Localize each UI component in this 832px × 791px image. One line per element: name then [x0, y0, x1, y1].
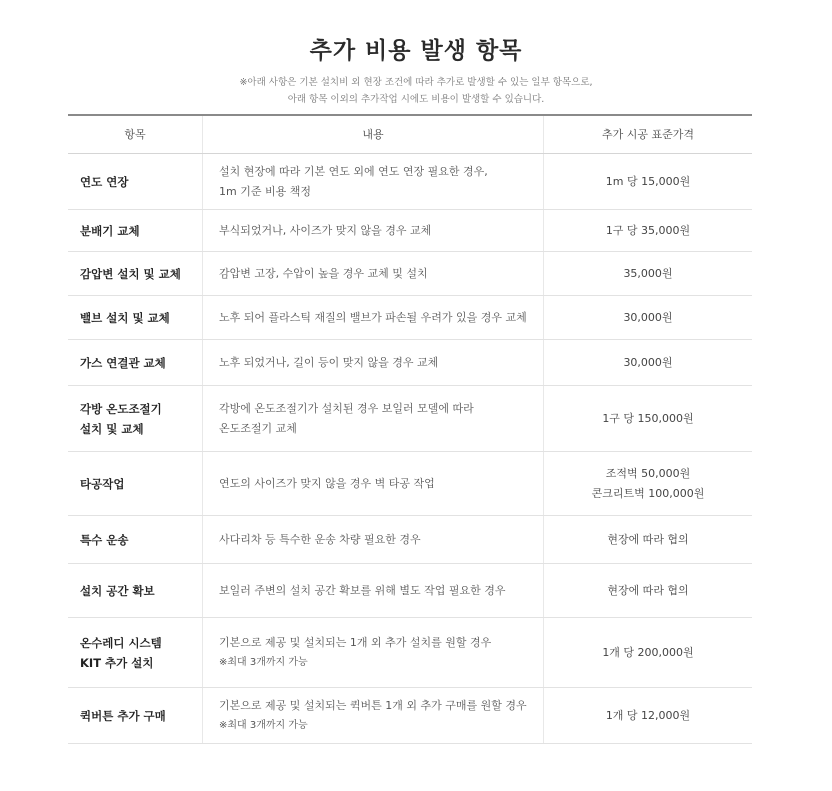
row-content-line: ※최대 3개까지 가능	[219, 719, 308, 731]
table-row	[68, 516, 752, 564]
row-price-line: 현장에 따라 협의	[607, 532, 689, 546]
row-item	[68, 516, 202, 563]
row-item	[68, 386, 202, 451]
row-item-line: 온수레디 시스템	[80, 635, 162, 650]
row-item-line: 분배기 교체	[80, 223, 140, 238]
row-price	[544, 452, 752, 515]
row-price	[544, 296, 752, 339]
row-item	[68, 154, 202, 209]
table-row	[68, 210, 752, 252]
row-price	[544, 386, 752, 451]
row-content-line: 사다리차 등 특수한 운송 차량 필요한 경우	[219, 532, 421, 546]
row-price	[544, 154, 752, 209]
row-price-line: 콘크리트벽 100,000원	[591, 486, 705, 500]
row-content	[202, 154, 544, 209]
row-content-line: 기본으로 제공 및 설치되는 1개 외 추가 설치를 원할 경우	[219, 635, 492, 649]
row-content	[202, 688, 544, 743]
row-content	[202, 296, 544, 339]
row-content	[202, 564, 544, 617]
table-row	[68, 452, 752, 516]
row-content-line: 노후 되었거나, 길이 등이 맞지 않을 경우 교체	[219, 355, 439, 369]
row-content-line: 보일러 주변의 설치 공간 확보를 위해 별도 작업 필요한 경우	[219, 583, 506, 597]
row-item-line: 특수 운송	[80, 532, 129, 547]
row-price-line: 1구 당 35,000원	[605, 223, 691, 237]
table-row	[68, 564, 752, 618]
page-title: 추가 비용 발생 항목	[309, 38, 523, 64]
row-item	[68, 340, 202, 385]
table-header-row	[68, 116, 752, 154]
row-content	[202, 618, 544, 687]
row-content	[202, 340, 544, 385]
row-price-line: 1구 당 150,000원	[602, 411, 694, 425]
row-content-line: 감압변 고장, 수압이 높을 경우 교체 및 설치	[219, 266, 428, 280]
row-item	[68, 210, 202, 251]
row-price-line: 30,000원	[623, 310, 673, 324]
row-price	[544, 210, 752, 251]
row-item-line: 감압변 설치 및 교체	[80, 266, 181, 281]
row-price	[544, 340, 752, 385]
row-price-line: 35,000원	[623, 266, 673, 280]
row-content	[202, 210, 544, 251]
row-item-line: 연도 연장	[80, 174, 129, 189]
row-content-line: 부식되었거나, 사이즈가 맞지 않을 경우 교체	[219, 223, 432, 237]
notice-line-1: ※아래 사항은 기본 설치비 외 현장 조건에 따라 추가로 발생할 수 있는 일부 항목으로,	[239, 77, 593, 88]
row-item	[68, 688, 202, 743]
row-item-line: 가스 연결관 교체	[80, 355, 166, 370]
row-item	[68, 564, 202, 617]
header-price: 추가 시공 표준가격	[601, 127, 694, 141]
row-price-line: 1개 당 200,000원	[602, 645, 694, 659]
row-content-line: 노후 되어 플라스틱 재질의 밸브가 파손될 우려가 있을 경우 교체	[219, 310, 527, 324]
header-item: 항목	[124, 127, 146, 141]
row-content	[202, 516, 544, 563]
row-content	[202, 452, 544, 515]
row-content-line: ※최대 3개까지 가능	[219, 656, 308, 668]
table-row	[68, 688, 752, 744]
header-content: 내용	[202, 116, 544, 153]
row-price-line: 1m 당 15,000원	[605, 174, 691, 188]
table-row	[68, 154, 752, 210]
row-item-line: 설치 및 교체	[80, 421, 144, 436]
row-content-line: 설치 현장에 따라 기본 연도 외에 연도 연장 필요한 경우,	[219, 164, 488, 178]
notice-text	[0, 74, 832, 108]
row-content-line: 1m 기준 비용 책정	[219, 184, 311, 198]
row-price-line: 현장에 따라 협의	[607, 583, 689, 597]
row-price-line: 30,000원	[623, 355, 673, 369]
row-item-line: 퀵버튼 추가 구매	[80, 708, 166, 723]
row-price-line: 조적벽 50,000원	[605, 466, 691, 480]
table-row	[68, 340, 752, 386]
row-item-line: 설치 공간 확보	[80, 583, 155, 598]
row-price	[544, 252, 752, 295]
row-item	[68, 618, 202, 687]
row-price	[544, 688, 752, 743]
table-row	[68, 296, 752, 340]
row-price	[544, 516, 752, 563]
cost-table	[68, 114, 752, 744]
row-item	[68, 452, 202, 515]
row-content	[202, 252, 544, 295]
notice-line-2: 아래 항목 이외의 추가작업 시에도 비용이 발생할 수 있습니다.	[287, 94, 545, 105]
row-content	[202, 386, 544, 451]
row-item	[68, 296, 202, 339]
row-price-line: 1개 당 12,000원	[605, 708, 691, 722]
table-row	[68, 252, 752, 296]
row-item	[68, 252, 202, 295]
row-content-line: 기본으로 제공 및 설치되는 퀵버튼 1개 외 추가 구매를 원할 경우	[219, 698, 527, 712]
row-content-line: 온도조절기 교체	[219, 421, 297, 435]
row-item-line: 타공작업	[80, 476, 125, 491]
row-item-line: 각방 온도조절기	[80, 401, 162, 416]
row-content-line: 각방에 온도조절기가 설치된 경우 보일러 모델에 따라	[219, 401, 474, 415]
table-row	[68, 386, 752, 452]
table-row	[68, 618, 752, 688]
row-item-line: 밸브 설치 및 교체	[80, 310, 170, 325]
row-item-line: KIT 추가 설치	[80, 655, 154, 670]
row-content-line: 연도의 사이즈가 맞지 않을 경우 벽 타공 작업	[219, 476, 435, 490]
row-price	[544, 618, 752, 687]
row-price	[544, 564, 752, 617]
